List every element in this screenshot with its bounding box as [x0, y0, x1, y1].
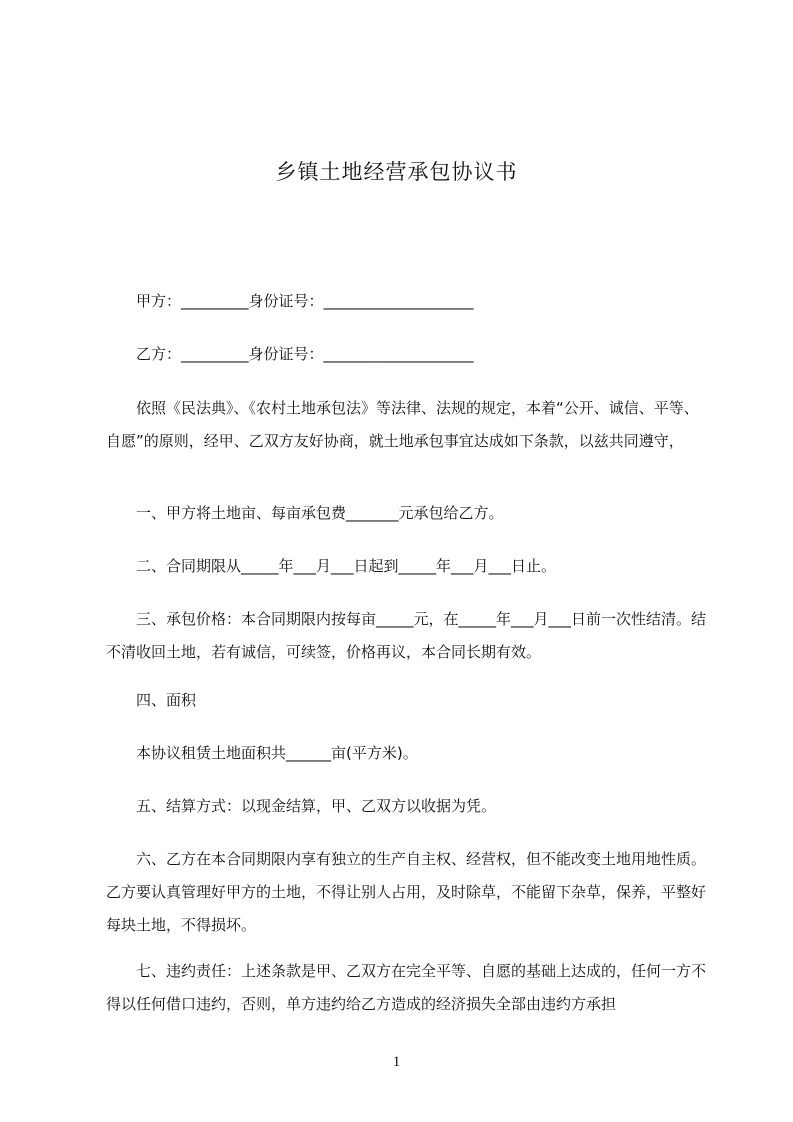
clause-4-body: 本协议租赁土地面积共______亩(平方米)。	[136, 744, 418, 762]
clause-6: 六、乙方在本合同期限内享有独立的生产自主权、经营权，但不能改变土地用地性质。乙方要认真管理好甲方的土地，不得让别人占用，及时除草，不能留下杂草，保养，平整好每块土地，不得损坏。	[106, 850, 707, 934]
page-number: 1	[392, 1054, 401, 1070]
clause-5: 五、结算方式：以现金结算，甲、乙双方以收据为凭。	[136, 797, 497, 815]
clause-2: 二、合同期限从_____年___月___日起到_____年___月___日止。	[136, 557, 557, 575]
clause-4-heading: 四、面积	[136, 691, 197, 709]
party-b-line: 乙方：_________身份证号：____________________	[136, 345, 474, 363]
page-title: 乡镇土地经营承包协议书	[275, 160, 518, 185]
clause-3: 三、承包价格：本合同期限内按每亩_____元，在_____年___月___日前一次性结清。结不清收回土地，若有诚信，可续签，价格再议，本合同长期有效。	[106, 610, 707, 661]
clause-1: 一、甲方将土地亩、每亩承包费_______元承包给乙方。	[136, 504, 504, 522]
preamble-paragraph: 依照《民法典》、《农村土地承包法》等法律、法规的规定，本着“公开、诚信、平等、自愿”的原则，经甲、乙双方友好协商，就土地承包事宜达成如下条款，以兹共同遵守，	[106, 399, 699, 450]
party-a-line: 甲方：_________身份证号：____________________	[136, 292, 474, 310]
clause-7: 七、违约责任：上述条款是甲、乙双方在完全平等、自愿的基础上达成的，任何一方不得以任何借口违约，否则，单方违约给乙方造成的经济损失全部由违约方承担	[106, 962, 707, 1013]
